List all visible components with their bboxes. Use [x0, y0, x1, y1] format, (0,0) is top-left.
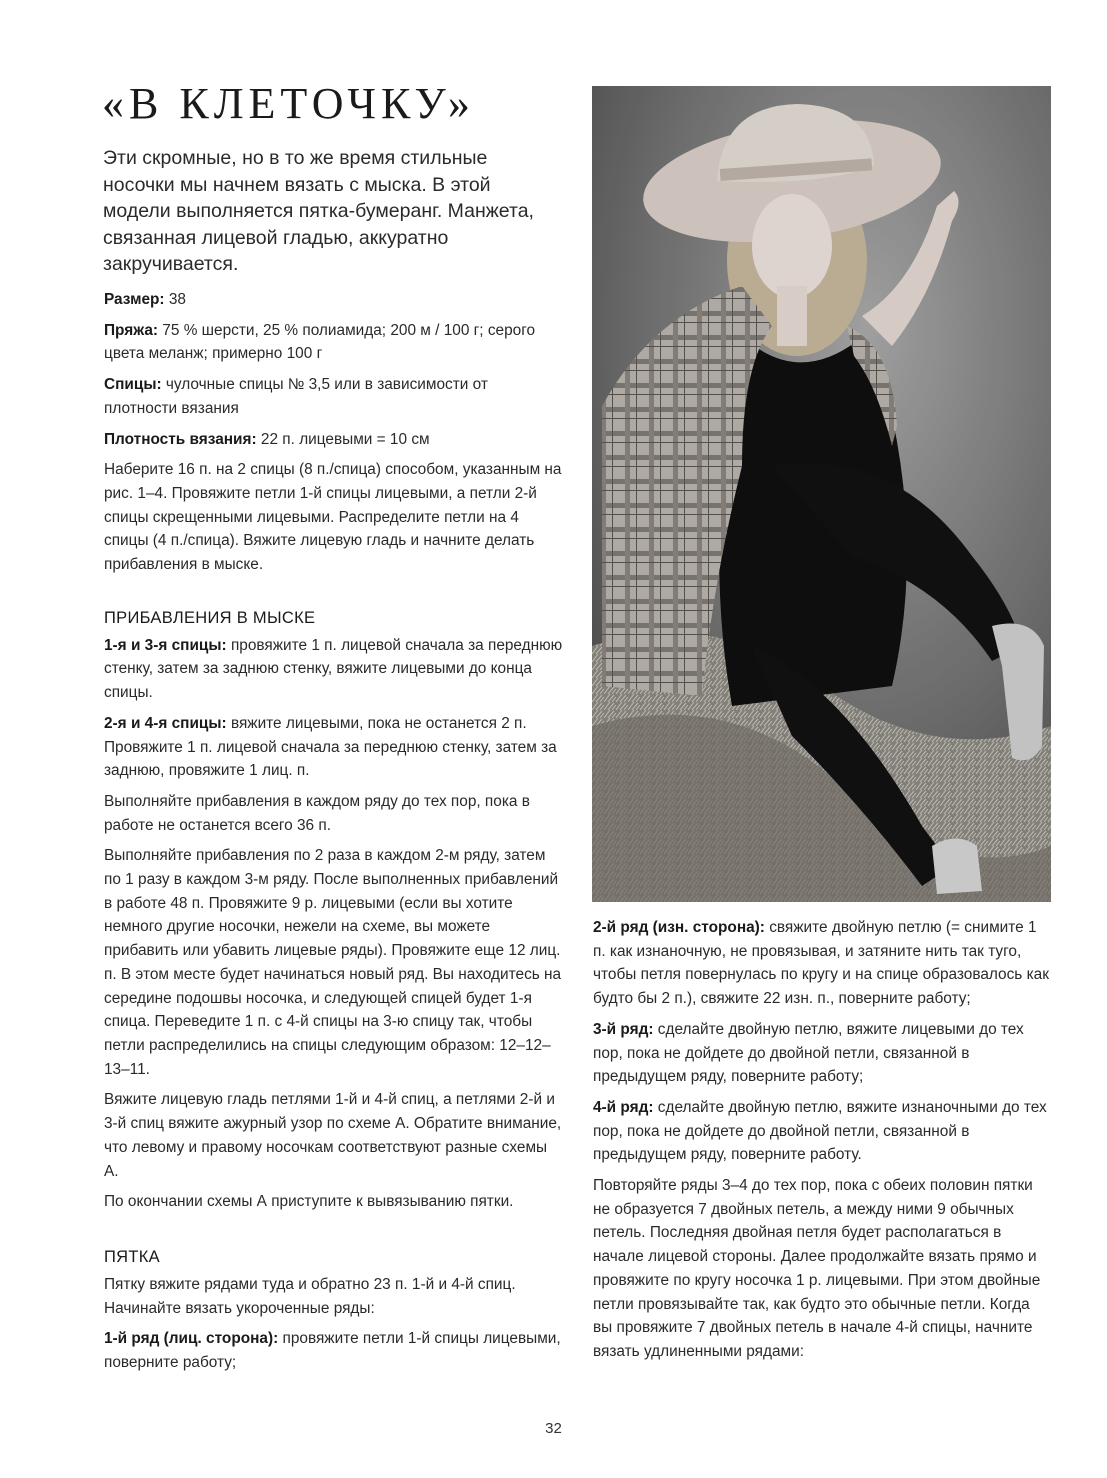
step-text: провяжите 1 п. лицевой сначала за переднюю стенку, затем за заднюю стенку, вяжите лицевыми до конца спицы. [104, 636, 563, 702]
spec-needles [104, 373, 564, 420]
row-text: свяжите двойную петлю (= снимите 1 п. как изнаночную, не провязывая, и затяните нить так туго, чтобы петля повернулась по кругу и на спице образовалось как будто бы 2 п.), свяжите 22 изн. п., поверните работу; [593, 919, 1049, 1008]
heel-intro: Пятку вяжите рядами туда и обратно 23 п. 1-й и 4-й спиц. Начинайте вязать укороченные ряды: [104, 1275, 516, 1317]
step-label: 2-я и 4-я спицы: [104, 714, 227, 732]
row-label: 1-й ряд (лиц. сторона): [104, 1330, 279, 1348]
left-column [104, 288, 564, 1382]
row-label: 4-й ряд: [593, 1098, 654, 1116]
spec-value: 22 п. лицевыми = 10 см [256, 430, 430, 448]
step-label: 1-я и 3-я спицы: [104, 636, 227, 654]
spec-size [104, 288, 564, 312]
row-text: сделайте двойную петлю, вяжите изнаночными до тех пор, пока не дойдете до двойной петли, связанной в предыдущем ряду, поверните работу. [593, 1098, 1047, 1164]
row-label: 2-й ряд (изн. сторона): [593, 919, 765, 936]
spec-value: 38 [164, 291, 186, 308]
heel-row [593, 1018, 1053, 1089]
toe-section-heading: ПРИБАВЛЕНИЯ В МЫСКЕ [104, 608, 316, 627]
spec-label: Размер: [104, 291, 165, 308]
repeat-paragraph: Повторяйте ряды 3–4 до тех пор, пока с обеих половин пятки не образуется 7 двойных петель, а между ними 9 обычных петель. Последняя двойная петля будет располагаться в начале лицевой стороны. Далее продолжайте вязать прямо и провяжите по кругу носочка 1 р. лицевыми. При этом двойные петли провязывайте так, как будто это обычные петли. Когда вы провяжите 7 двойных петель в начале 4-й спицы, начните вязать удлиненными рядами: [593, 1177, 1041, 1360]
step-text: вяжите лицевыми, пока не останется 2 п. Провяжите 1 п. лицевой сначала за переднюю стенку, затем за заднюю, провяжите 1 лиц. п. [104, 714, 557, 780]
page-number: 32 [545, 1420, 562, 1437]
model-photo [592, 86, 1051, 902]
row-label: 3-й ряд: [593, 1020, 654, 1038]
toe-paragraph: Выполняйте прибавления в каждом ряду до тех пор, пока в работе не останется всего 36 п. [104, 792, 530, 834]
row-text: сделайте двойную петлю, вяжите лицевыми до тех пор, пока не дойдете до двойной петли, связанной в предыдущем ряду, поверните работу; [593, 1020, 1024, 1086]
spec-value: чулочные спицы № 3,5 или в зависимости от плотности вязания [104, 376, 488, 417]
toe-step [104, 634, 564, 705]
spec-label: Спицы: [104, 376, 162, 394]
right-column [593, 916, 1053, 1371]
row-text: провяжите петли 1-й спицы лицевыми, поверните работу; [104, 1330, 561, 1372]
cast-on-paragraph: Наберите 16 п. на 2 спицы (8 п./спица) способом, указанным на рис. 1–4. Провяжите петли 1-й спицы лицевыми, а петли 2-й спицы скрещенными лицевыми. Распределите петли на 4 спицы (4 п./спица). Вяжите лицевую гладь и начните делать прибавления в мыске. [104, 461, 562, 574]
toe-step [104, 712, 564, 783]
page-title: «В КЛЕТОЧКУ» [102, 79, 475, 128]
heel-row-1 [104, 1327, 564, 1374]
toe-paragraph: По окончании схемы А приступите к вывязыванию пятки. [104, 1193, 514, 1211]
heel-row [593, 916, 1053, 1011]
spec-label: Пряжа: [104, 321, 159, 339]
heel-section-heading: ПЯТКА [104, 1247, 160, 1266]
spec-value: 75 % шерсти, 25 % полиамида; 200 м / 100 г; серого цвета меланж; примерно 100 г [104, 321, 536, 363]
spec-gauge [104, 428, 564, 452]
heel-row [593, 1096, 1053, 1167]
toe-paragraph: Выполняйте прибавления по 2 раза в каждом 2-м ряду, затем по 1 разу в каждом 3-м ряду. После выполненных прибавлений в работе 48 п. Провяжите 9 р. лицевыми (если вы хотите немного другие носочки, нежели на схеме, вы можете прибавить или убавить лицевые ряды). Провяжите еще 12 лиц. п. В этом месте будет начинаться новый ряд. Вы находитесь на середине подошвы носочка, и следующей спицей будет 1-я спица. Переведите 1 п. с 4-й спицы на 3-ю спицу так, чтобы петли распределились на спицы следующим образом: 12–12–13–11. [104, 847, 562, 1078]
spec-yarn [104, 319, 564, 366]
spec-label: Плотность вязания: [104, 430, 257, 448]
intro-paragraph: Эти скромные, но в то же время стильные носочки мы начнем вязать с мыска. В этой модели выполняется пятка-бумеранг. Манжета, связанная лицевой гладью, аккуратно закручивается. [103, 147, 534, 275]
toe-paragraph: Вяжите лицевую гладь петлями 1-й и 4-й спиц, а петлями 2-й и 3-й спиц вяжите ажурный узор по схеме А. Обратите внимание, что левому и правому носочкам соответствуют разные схемы А. [104, 1091, 562, 1180]
